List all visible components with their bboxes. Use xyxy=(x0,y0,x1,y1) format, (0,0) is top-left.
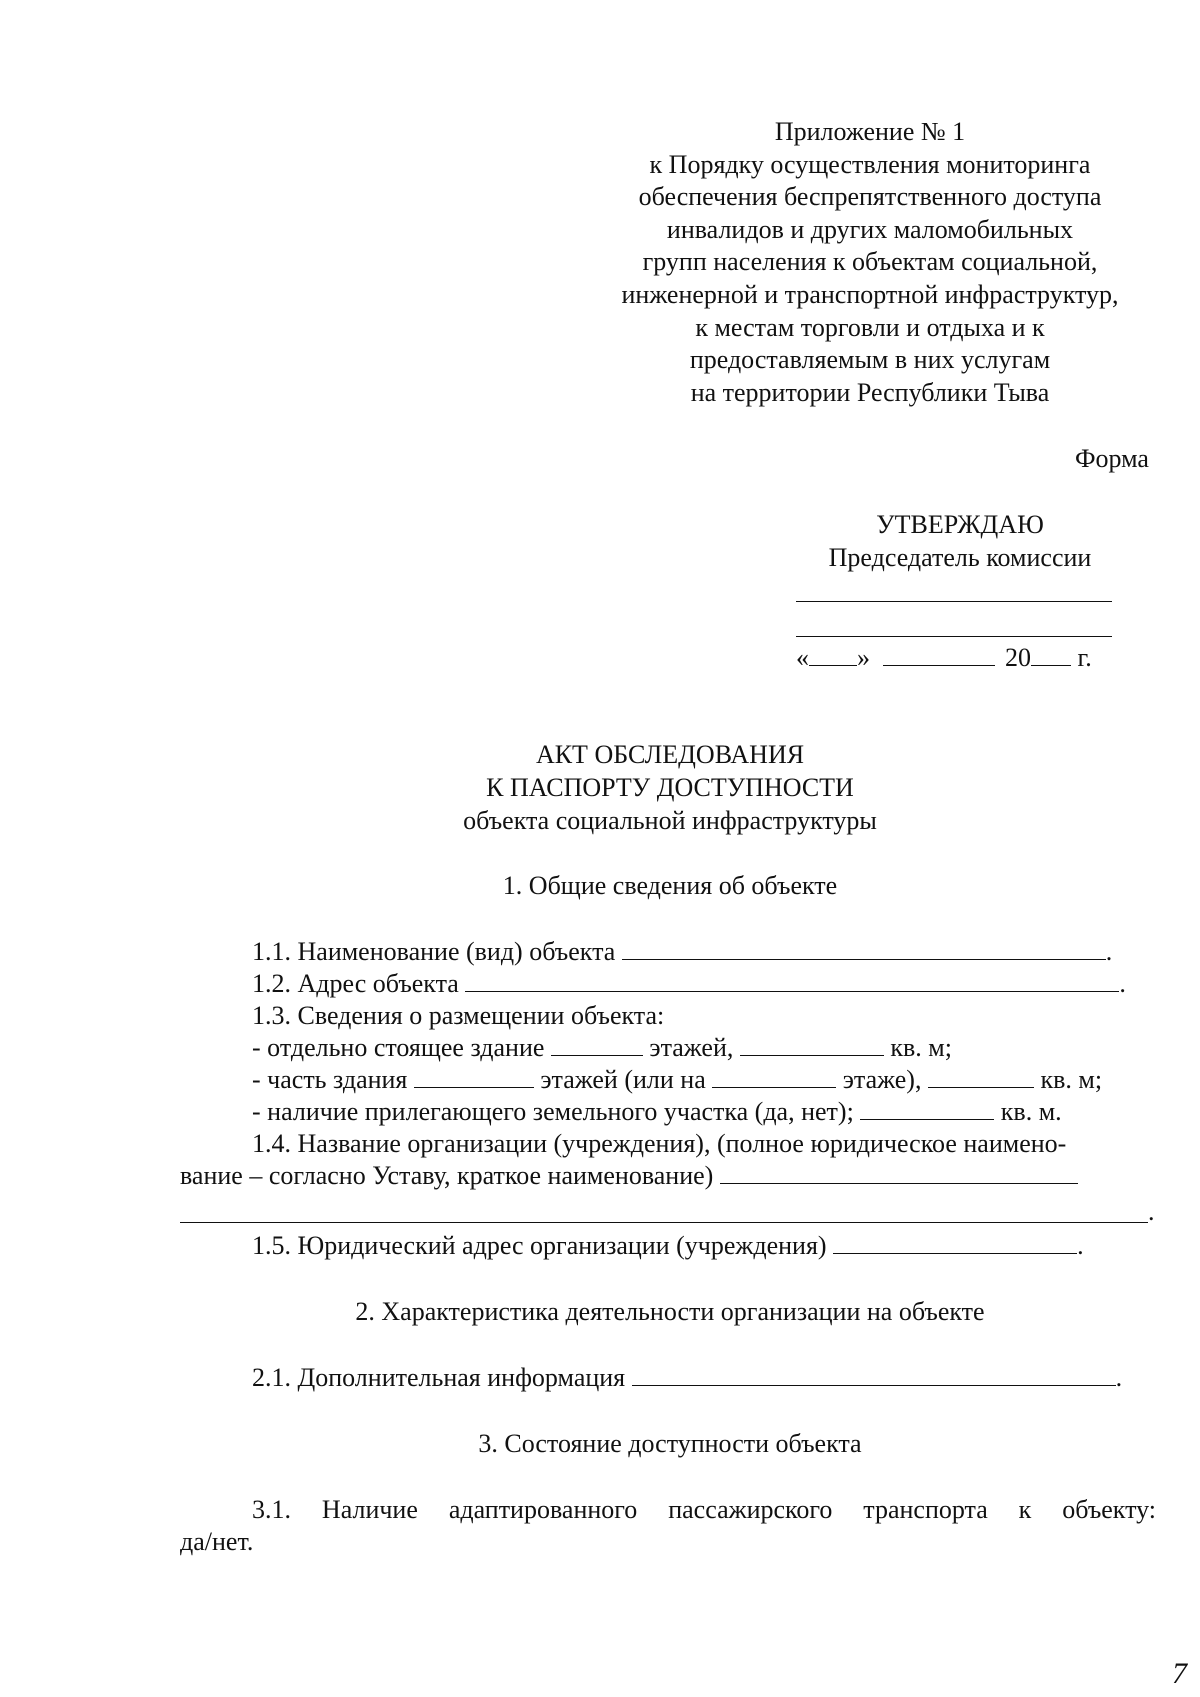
item-2-1-dot: . xyxy=(1115,1363,1123,1392)
form-label: Форма xyxy=(1075,444,1149,473)
item-1-4-line1: 1.4. Название организации (учреждения), (полное юридическое наимено- xyxy=(252,1129,1067,1158)
item-3-1-line2: да/нет. xyxy=(180,1527,254,1556)
item-1-4-line2 xyxy=(180,1160,1078,1192)
appendix-line: к местам торговли и отдыха и к xyxy=(695,312,1045,342)
date-day-blank[interactable] xyxy=(809,643,857,666)
detached-floors-blank[interactable] xyxy=(551,1033,643,1056)
item-1-1-dot: . xyxy=(1105,937,1113,966)
item-1-1 xyxy=(252,936,1112,968)
part-floor-label: этаже), xyxy=(842,1065,922,1094)
part-floors-label: этажей (или на xyxy=(540,1065,706,1094)
date-close-quote: » xyxy=(857,643,870,672)
act-title-line1: АКТ ОБСЛЕДОВАНИЯ xyxy=(535,740,805,769)
appendix-header xyxy=(560,116,1180,409)
detached-floors-label: этажей, xyxy=(649,1033,734,1062)
item-1-2 xyxy=(252,968,1126,1000)
object-address-blank[interactable] xyxy=(465,969,1119,992)
section3-heading: 3. Состояние доступности объекта xyxy=(478,1429,862,1458)
item-1-4-dot: . xyxy=(1148,1197,1155,1226)
land-area-unit: кв. м. xyxy=(1000,1097,1062,1126)
item-1-4-label: вание – согласно Уставу, краткое наименование) xyxy=(180,1161,714,1190)
item-3-1-line1: 3.1. Наличие адаптированного пассажирского транспорта к объекту: xyxy=(252,1495,1156,1524)
date-month-blank[interactable] xyxy=(883,643,995,666)
item-1-3: 1.3. Сведения о размещении объекта: xyxy=(252,1001,665,1030)
additional-info-blank[interactable] xyxy=(632,1363,1116,1386)
section2-heading: 2. Характеристика деятельности организации на объекте xyxy=(355,1297,985,1326)
item-1-1-label: 1.1. Наименование (вид) объекта xyxy=(252,937,616,966)
land-label: - наличие прилегающего земельного участка (да, нет); xyxy=(252,1097,854,1126)
appendix-line: инженерной и транспортной инфраструктур, xyxy=(621,279,1119,309)
appendix-line: обеспечения беспрепятственного доступа xyxy=(638,182,1102,212)
detached-area-unit: кв. м; xyxy=(890,1033,952,1062)
name-line[interactable] xyxy=(796,636,1112,637)
signature-line[interactable] xyxy=(796,601,1112,602)
organization-name-continuation-line[interactable] xyxy=(180,1222,1148,1223)
detached-area-blank[interactable] xyxy=(740,1033,884,1056)
appendix-line: к Порядку осуществления мониторинга xyxy=(649,149,1091,179)
date-year-prefix: 20 xyxy=(1005,643,1031,672)
act-title-line2: К ПАСПОРТУ ДОСТУПНОСТИ xyxy=(486,773,854,802)
land-area-blank[interactable] xyxy=(860,1097,994,1120)
part-label: - часть здания xyxy=(252,1065,408,1094)
item-2-1-label: 2.1. Дополнительная информация xyxy=(252,1363,626,1392)
land-plot-row xyxy=(252,1096,1062,1128)
object-name-blank[interactable] xyxy=(622,937,1106,960)
approval-title: УТВЕРЖДАЮ xyxy=(876,510,1044,539)
approval-block xyxy=(790,508,1130,574)
item-2-1 xyxy=(252,1362,1122,1394)
approval-role: Председатель комиссии xyxy=(828,543,1092,572)
building-part-row xyxy=(252,1064,1102,1096)
item-1-5 xyxy=(252,1230,1084,1262)
appendix-line: Приложение № 1 xyxy=(774,117,966,146)
date-year-blank[interactable] xyxy=(1031,643,1071,666)
legal-address-blank[interactable] xyxy=(833,1231,1077,1254)
item-1-5-dot: . xyxy=(1077,1231,1084,1260)
part-floors-blank[interactable] xyxy=(414,1065,534,1088)
approval-date xyxy=(796,642,1092,674)
detached-building-row xyxy=(252,1032,952,1064)
page-number: 7 xyxy=(1172,1657,1187,1690)
act-title xyxy=(0,738,1200,837)
appendix-line: инвалидов и других маломобильных xyxy=(666,214,1074,244)
item-1-2-label: 1.2. Адрес объекта xyxy=(252,969,459,998)
date-year-suffix: г. xyxy=(1077,643,1092,672)
appendix-line: предоставляемым в них услугам xyxy=(689,345,1051,375)
date-open-quote: « xyxy=(796,643,809,672)
item-1-2-dot: . xyxy=(1119,969,1126,998)
part-area-blank[interactable] xyxy=(928,1065,1034,1088)
part-floor-number-blank[interactable] xyxy=(712,1065,836,1088)
appendix-line: групп населения к объектам социальной, xyxy=(642,247,1098,277)
appendix-line: на территории Республики Тыва xyxy=(690,377,1050,407)
detached-label: - отдельно стоящее здание xyxy=(252,1033,545,1062)
section1-heading: 1. Общие сведения об объекте xyxy=(502,871,838,900)
act-subtitle: объекта социальной инфраструктуры xyxy=(463,806,877,835)
part-area-unit: кв. м; xyxy=(1040,1065,1103,1094)
item-1-5-label: 1.5. Юридический адрес организации (учреждения) xyxy=(252,1231,827,1260)
organization-name-blank[interactable] xyxy=(720,1161,1078,1184)
